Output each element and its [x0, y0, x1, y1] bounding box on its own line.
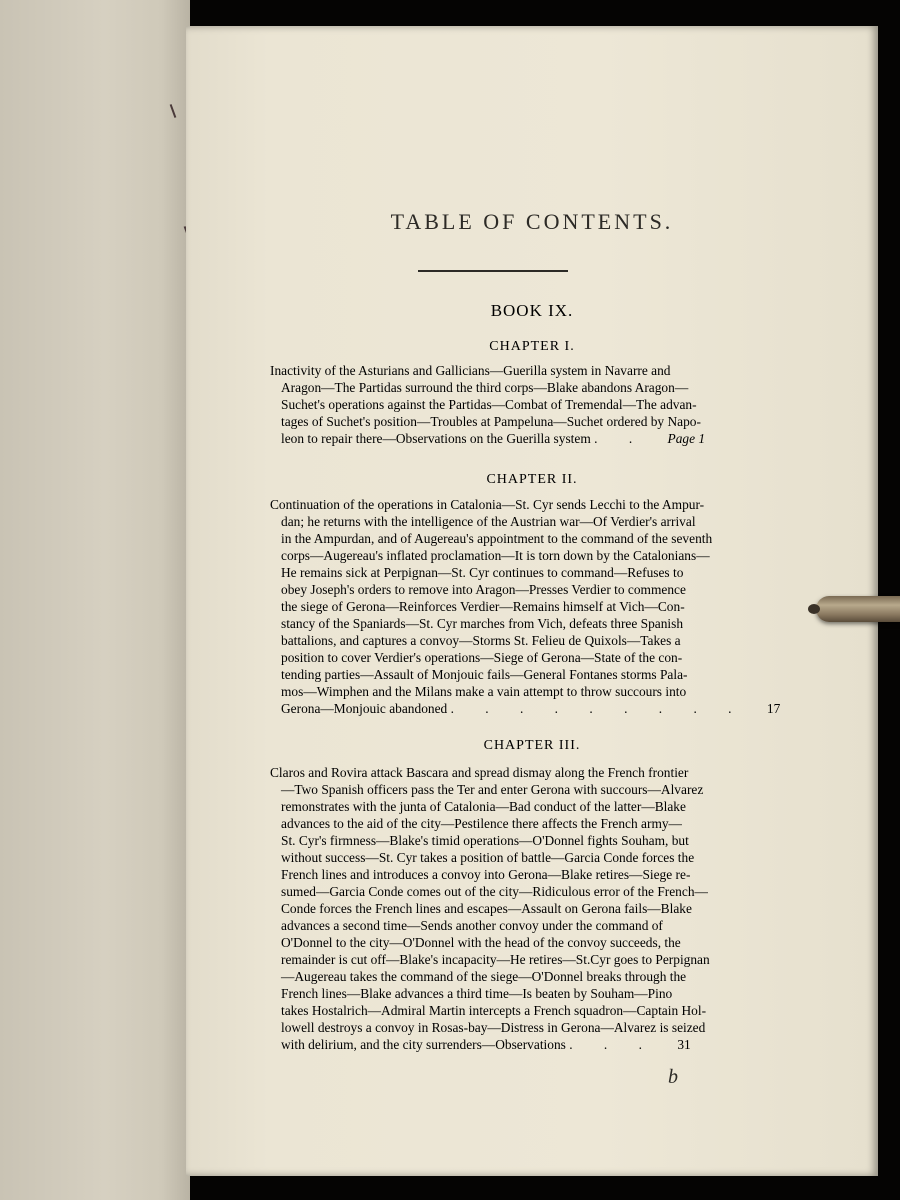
chapter-heading: CHAPTER III. — [483, 738, 581, 753]
signature-mark: b — [668, 1066, 678, 1088]
summary-line: dan; he returns with the intelligence of the Austrian war—Of Verdier's arrival — [281, 514, 696, 529]
page-number: 31 — [677, 1037, 691, 1052]
summary-line: advances a second time—Sends another convoy under the command of — [281, 918, 663, 933]
summary-line: stancy of the Spaniards—St. Cyr marches from Vich, defeats three Spanish — [281, 616, 684, 631]
chapter-heading: CHAPTER I. — [489, 339, 575, 354]
summary-line: the siege of Gerona—Reinforces Verdier—Remains himself at Vich—Con- — [281, 599, 685, 614]
leader-dots: . . — [594, 431, 647, 446]
summary-line-text: with delirium, and the city surrenders—Observations — [281, 1037, 566, 1052]
summary-line: Suchet's operations against the Partidas—Combat of Tremendal—The advan- — [281, 397, 697, 412]
pencil — [816, 596, 900, 622]
summary-line: without success—St. Cyr takes a position of battle—Garcia Conde forces the — [281, 850, 695, 865]
summary-line: takes Hostalrich—Admiral Martin intercepts a French squadron—Captain Hol- — [281, 1003, 707, 1018]
summary-line: Continuation of the operations in Catalonia—St. Cyr sends Lecchi to the Ampur- — [270, 497, 705, 512]
summary-line: obey Joseph's orders to remove into Aragon—Presses Verdier to commence — [281, 582, 686, 597]
summary-line: O'Donnel to the city—O'Donnel with the head of the convoy succeeds, the — [281, 935, 681, 950]
title-rule — [418, 270, 568, 272]
summary-line: tending parties—Assault of Monjouic fails—General Fontanes storms Pala- — [281, 667, 688, 682]
leader-dots: . . . . . . . . . — [450, 701, 746, 716]
page-number: 17 — [766, 701, 781, 716]
summary-line: French lines and introduces a convoy into Gerona—Blake retires—Siege re- — [281, 867, 691, 882]
summary-line: position to cover Verdier's operations—Siege of Gerona—State of the con- — [281, 650, 683, 665]
book-page — [186, 26, 878, 1176]
summary-line: Conde forces the French lines and escapes—Assault on Gerona fails—Blake — [281, 901, 692, 916]
book-heading: BOOK IX. — [490, 301, 574, 320]
summary-line: Aragon—The Partidas surround the third corps—Blake abandons Aragon— — [281, 380, 689, 395]
summary-line-text: leon to repair there—Observations on the Guerilla system — [281, 431, 591, 446]
chapter-summary — [270, 496, 844, 717]
summary-line: advances to the aid of the city—Pestilence there affects the French army— — [281, 816, 682, 831]
summary-line: He remains sick at Perpignan—St. Cyr continues to command—Refuses to — [281, 565, 684, 580]
summary-line — [270, 700, 844, 717]
summary-line — [270, 1036, 844, 1053]
summary-line: sumed—Garcia Conde comes out of the city—Ridiculous error of the French— — [281, 884, 708, 899]
summary-line: St. Cyr's firmness—Blake's timid operations—O'Donnel fights Souham, but — [281, 833, 689, 848]
summary-line: Inactivity of the Asturians and Gallicians—Guerilla system in Navarre and — [270, 363, 671, 378]
summary-line — [270, 430, 844, 447]
summary-line: remonstrates with the junta of Catalonia—Bad conduct of the latter—Blake — [281, 799, 686, 814]
page-mark — [170, 104, 177, 118]
chapter-summary — [270, 362, 844, 447]
summary-line: mos—Wimphen and the Milans make a vain attempt to throw succours into — [281, 684, 687, 699]
summary-line: tages of Suchet's position—Troubles at Pampeluna—Suchet ordered by Napo- — [281, 414, 701, 429]
summary-line-text: Gerona—Monjouic abandoned — [281, 701, 448, 716]
summary-line: French lines—Blake advances a third time—Is beaten by Souham—Pino — [281, 986, 673, 1001]
summary-line: corps—Augereau's inflated proclamation—It is torn down by the Catalonians— — [281, 548, 710, 563]
chapter-heading: CHAPTER II. — [486, 472, 578, 487]
chapter-summary — [270, 764, 844, 1053]
summary-line: —Augereau takes the command of the siege—O'Donnel breaks through the — [281, 969, 687, 984]
summary-line: remainder is cut off—Blake's incapacity—He retires—St.Cyr goes to Perpignan — [281, 952, 710, 967]
page-number: Page 1 — [667, 431, 706, 446]
leader-dots: . . . — [569, 1037, 656, 1052]
summary-line: Claros and Rovira attack Bascara and spread dismay along the French frontier — [270, 765, 689, 780]
summary-line: in the Ampurdan, and of Augereau's appointment to the command of the seventh — [281, 531, 713, 546]
summary-line: lowell destroys a convoy in Rosas-bay—Distress in Gerona—Alvarez is seized — [281, 1020, 706, 1035]
facing-page — [0, 0, 190, 1200]
summary-line: —Two Spanish officers pass the Ter and enter Gerona with succours—Alvarez — [281, 782, 704, 797]
page-title: TABLE OF CONTENTS. — [390, 209, 674, 234]
summary-line: battalions, and captures a convoy—Storms St. Felieu de Quixols—Takes a — [281, 633, 681, 648]
